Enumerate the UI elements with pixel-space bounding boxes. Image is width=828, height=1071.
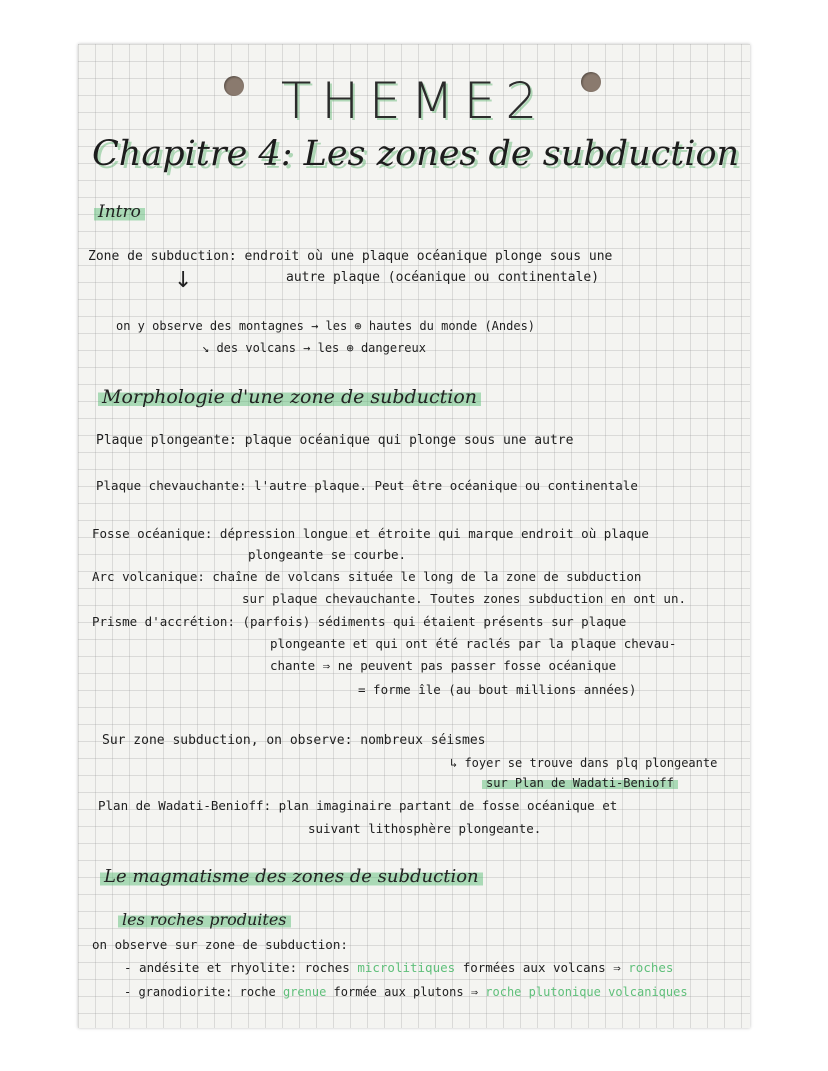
morphologie-heading: Morphologie d'une zone de subduction (98, 386, 481, 408)
seismes-line-2: ↳ foyer se trouve dans plq plongeante (450, 756, 718, 770)
magmatisme-heading: Le magmatisme des zones de subduction (100, 866, 483, 887)
magmatisme-line-2: - andésite et rhyolite: roches microlitiques formées aux volcans ⇒ roches (124, 960, 674, 975)
plaque-plongeante-line: Plaque plongeante: plaque océanique qui plonge sous une autre (96, 433, 574, 448)
arc-line-1: Arc volcanique: chaîne de volcans située le long de la zone de subduction (92, 569, 642, 584)
intro-line-3: on y observe des montagnes → les ⊕ hautes du monde (Andes) (116, 319, 536, 333)
prisme-line-2: plongeante et qui ont été raclés par la plaque chevau- (270, 636, 677, 651)
chapter-title (92, 134, 744, 174)
arc-line-2: sur plaque chevauchante. Toutes zones subduction en ont un. (242, 591, 687, 606)
magmatisme-line-3: - granodiorite: roche grenue formée aux plutons ⇒ roche plutonique volcaniques (124, 985, 688, 999)
intro-line-4: ↘ des volcans → les ⊕ dangereux (202, 341, 426, 355)
chapter-title-text: Chapitre 4: Les zones de subduction (92, 134, 740, 174)
prisme-line-3: chante ⇒ ne peuvent pas passer fosse océanique (270, 658, 617, 673)
magmatisme-line-1: on observe sur zone de subduction: (92, 937, 348, 952)
intro-line-2: autre plaque (océanique ou continentale) (286, 270, 600, 285)
intro-line-1: Zone de subduction: endroit où une plaque océanique plonge sous une (88, 249, 613, 264)
prisme-line-4: = forme île (au bout millions années) (358, 682, 637, 697)
seismes-line-1: Sur zone subduction, on observe: nombreux séismes (102, 733, 486, 748)
roches-subheading: les roches produites (118, 910, 291, 929)
prisme-line-1: Prisme d'accrétion: (parfois) sédiments qui étaient présents sur plaque (92, 614, 627, 629)
plan-line-2: suivant lithosphère plongeante. (308, 821, 542, 836)
plaque-chevauchante-line: Plaque chevauchante: l'autre plaque. Peut être océanique ou continentale (96, 478, 638, 493)
fosse-line-2: plongeante se courbe. (248, 547, 407, 562)
fosse-line-1: Fosse océanique: dépression longue et étroite qui marque endroit où plaque (92, 526, 649, 541)
plan-line-1: Plan de Wadati-Benioff: plan imaginaire partant de fosse océanique et (98, 798, 618, 813)
down-arrow-icon: ↓ (174, 268, 193, 293)
notebook-page (78, 44, 750, 1028)
intro-heading: Intro (94, 202, 145, 222)
theme-title: THEME2 (280, 72, 548, 130)
seismes-line-3: sur Plan de Wadati-Benioff (482, 777, 678, 789)
